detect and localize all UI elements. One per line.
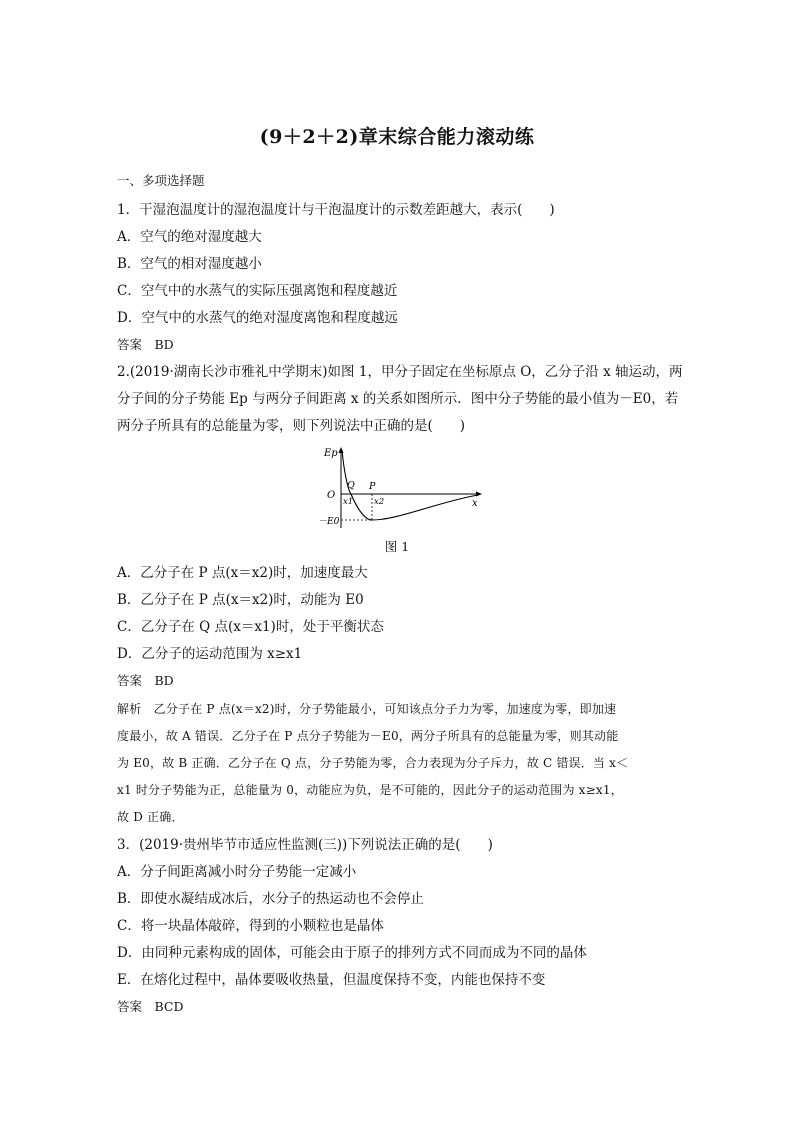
q1-option-d: D．空气中的水蒸气的绝对湿度离饱和程度越远 xyxy=(117,310,398,326)
neg-e0-label: －E0 xyxy=(318,517,340,527)
q2-stem-line-2: 分子间的分子势能 Ep 与两分子间距离 x 的关系如图所示．图中分子势能的最小值为－E0，若 xyxy=(117,391,679,407)
q2-analysis-line-4: x1 时分子势能为正，总能量为 0，动能应为负，是不可能的，因此分子的运动范围为 x≥x1， xyxy=(117,783,623,797)
q3-answer: 答案 BCD xyxy=(117,999,184,1014)
page-title: (9＋2＋2)章末综合能力滚动练 xyxy=(259,126,535,148)
x-axis-label: x xyxy=(472,498,478,509)
q1-answer: 答案 BD xyxy=(117,337,174,352)
q2-analysis-line-5: 故 D 正确． xyxy=(117,810,184,824)
q2-option-c: C．乙分子在 Q 点(x＝x1)时，处于平衡状态 xyxy=(117,619,384,635)
q3-option-b: B．即使水凝结成冰后，水分子的热运动也不会停止 xyxy=(117,891,424,907)
section-heading: 一、多项选择题 xyxy=(117,173,205,188)
potential-energy-figure xyxy=(318,444,488,534)
q3-option-e: E．在熔化过程中，晶体要吸收热量，但温度保持不变，内能也保持不变 xyxy=(117,972,546,988)
x1-label: x1 xyxy=(343,497,354,507)
q3-option-d: D．由同种元素构成的固体，可能会由于原子的排列方式不同而成为不同的晶体 xyxy=(117,945,587,961)
origin-label: O xyxy=(327,490,336,501)
q2-analysis-line-3: 为 E0，故 B 正确．乙分子在 Q 点，分子势能为零，合力表现为分子斥力，故 C 错误．当 x＜ xyxy=(117,756,629,770)
q2-analysis-line-1: 解析 乙分子在 P 点(x＝x2)时，分子势能最小，可知该点分子力为零，加速度为零，即加速 xyxy=(117,702,617,716)
q3-option-c: C．将一块晶体敲碎，得到的小颗粒也是晶体 xyxy=(117,918,384,934)
p-point-label: P xyxy=(369,481,376,492)
q3-option-a: A．分子间距离减小时分子势能一定减小 xyxy=(117,864,357,880)
q3-stem: 3．(2019·贵州毕节市适应性监测(三))下列说法正确的是( ) xyxy=(117,837,493,853)
potential-energy-curve xyxy=(342,450,478,520)
q2-stem-line-3: 两分子所具有的总能量为零，则下列说法中正确的是( ) xyxy=(117,418,466,434)
q2-analysis-line-2: 度最小，故 A 错误．乙分子在 P 点分子势能为－E0，两分子所具有的总能量为零，则其动能 xyxy=(117,729,619,743)
q2-option-b: B．乙分子在 P 点(x＝x2)时，动能为 E0 xyxy=(117,592,364,608)
q-point-label: Q xyxy=(347,480,355,491)
q1-option-a: A．空气的绝对湿度越大 xyxy=(117,229,262,245)
figure-caption: 图 1 xyxy=(384,539,410,554)
q2-stem-line-1: 2.(2019·湖南长沙市雅礼中学期末)如图 1，甲分子固定在坐标原点 O，乙分子沿 x 轴运动，两 xyxy=(117,364,683,380)
q1-option-b: B．空气的相对湿度越小 xyxy=(117,256,262,272)
q1-option-c: C．空气中的水蒸气的实际压强离饱和程度越近 xyxy=(117,283,398,299)
q2-option-d: D．乙分子的运动范围为 x≥x1 xyxy=(117,646,303,662)
x2-label: x2 xyxy=(374,497,385,507)
q2-answer: 答案 BD xyxy=(117,673,174,688)
y-axis-label: Ep xyxy=(324,448,338,459)
q2-option-a: A．乙分子在 P 点(x＝x2)时，加速度最大 xyxy=(117,565,368,581)
q1-stem: 1．干湿泡温度计的湿泡温度计与干泡温度计的示数差距越大，表示( ) xyxy=(117,202,555,218)
potential-energy-graph xyxy=(318,444,488,530)
